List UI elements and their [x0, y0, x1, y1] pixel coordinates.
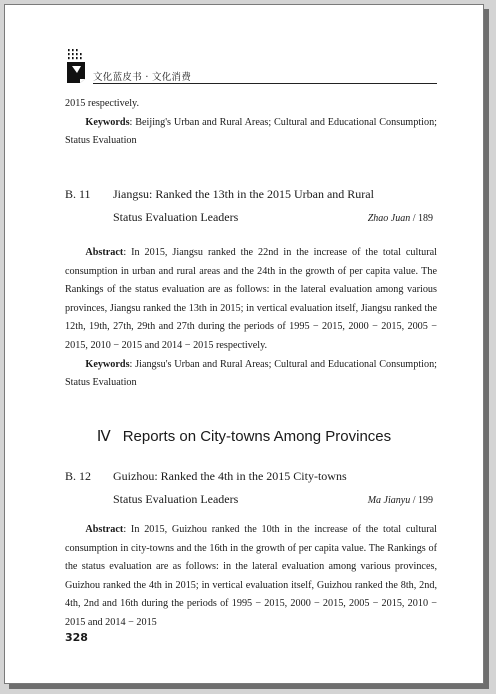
- intro-keywords: [65, 114, 437, 151]
- entry-title: Jiangsu: Ranked the 13th in the 2015 Urban and Rural: [113, 187, 374, 201]
- entry-page-ref: / 189: [412, 213, 433, 224]
- book-page: [4, 4, 484, 684]
- abstract-paragraph: [65, 244, 437, 356]
- abstract-label: Abstract: [85, 247, 124, 258]
- keywords-text: : Beijing's Urban and Rural Areas; Cultural and Educational Consumption; Status Evaluation: [65, 116, 437, 147]
- abstract-label: Abstract: [85, 524, 124, 535]
- abstract-paragraph: [65, 521, 437, 633]
- entry-number: B. 12: [65, 469, 92, 483]
- header-divider: [93, 83, 437, 84]
- entry-author: [368, 210, 433, 228]
- abstract-text: : In 2015, Jiangsu ranked the 22nd in the increase of the total cultural consumption in urban and rural areas and the 24th in the growth of per capita value. The Rankings of the status evaluation are as follows: in the lateral evaluation among various provinces, Jiangsu ranked the 13th in 2015; in vertical evaluation itself, Jiangsu ranked the 12th, 19th, 27th, 29th and 27th during the periods of 1995 − 2015, 2000 − 2015, 2005 − 2015, 2010 − 2015 and 2014 − 2015 respectively.: [65, 247, 437, 351]
- abstract-b11: [65, 244, 437, 393]
- keywords-label: Keywords: [85, 358, 130, 370]
- entry-title: Guizhou: Ranked the 4th in the 2015 City-towns: [113, 469, 347, 483]
- intro-line: 2015 respectively.: [65, 98, 140, 109]
- intro-block: [65, 95, 437, 151]
- book-logo-icon: [66, 49, 88, 83]
- page-number: 328: [65, 631, 88, 644]
- entry-subtitle: Status Evaluation Leaders: [113, 210, 239, 224]
- keywords-text: : Jiangsu's Urban and Rural Areas; Cultural and Educational Consumption; Status Evaluation: [65, 358, 437, 389]
- abstract-text: : In 2015, Guizhou ranked the 10th in the increase of the total cultural consumption in city-towns and the 16th in the growth of per capita value. The Rankings of the status evaluation are as follows: in the lateral evaluation among various provinces, Guizhou ranked the 4th in 2015; in vertical evaluation itself, Guizhou ranked the 8th, 2nd, 4th, 2nd and 16th during the periods of 1995 − 2015, 2000 − 2015, 2005 − 2015, 2010 − 2015 and 2014 − 2015: [65, 524, 437, 628]
- author-name: Ma Jianyu: [367, 495, 411, 506]
- section-title: Reports on City-towns Among Provinces: [122, 428, 392, 445]
- author-name: Zhao Juan: [367, 213, 411, 224]
- entry-subtitle: Status Evaluation Leaders: [113, 492, 239, 506]
- keywords-label: Keywords: [85, 116, 130, 128]
- keywords-paragraph: [65, 356, 437, 393]
- entry-page-ref: / 199: [412, 495, 433, 506]
- entry-author: [368, 492, 433, 510]
- section-numeral: Ⅳ: [96, 429, 111, 445]
- section-heading: [5, 427, 483, 446]
- abstract-b12: [65, 521, 437, 633]
- series-title: 文化蓝皮书 · 文化消费: [93, 72, 192, 83]
- entry-number: B. 11: [65, 187, 91, 201]
